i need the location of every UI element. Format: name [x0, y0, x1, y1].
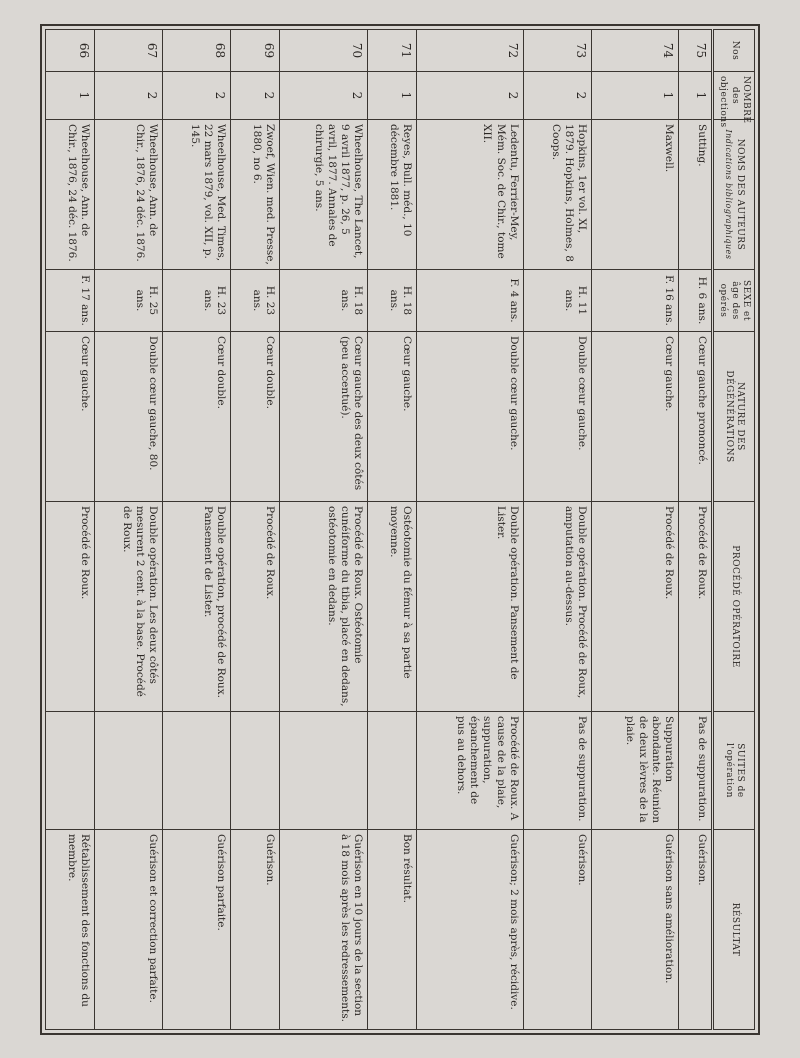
header-noms-label: NOMS DES AUTEURS	[734, 138, 745, 251]
cell-procede: Double opération. Pansement de Lister.	[416, 502, 523, 712]
cell-sexe: H. 18 ans.	[367, 270, 416, 332]
cell-resultat: Guérison.	[231, 830, 280, 1030]
cell-nature: Cœur gauche.	[591, 332, 679, 502]
cell-suites: Pas de suppuration.	[679, 712, 713, 830]
cell-sexe: F. 17 ans.	[46, 270, 95, 332]
cell-nature: Cœur gauche des deux côtés (peu accentué).	[280, 332, 368, 502]
table-row	[367, 30, 416, 1030]
table-header-row	[713, 30, 755, 1030]
cell-numero: 68	[163, 30, 231, 72]
cell-resultat: Guérison.	[523, 830, 591, 1030]
cell-resultat: Guérison en 10 jours de la section à 18 mois après les redressements.	[280, 830, 368, 1030]
cell-resultat: Guérison parfaite.	[163, 830, 231, 1030]
cell-noms: Maxwell.	[591, 120, 679, 270]
cell-nombre: 1	[679, 72, 713, 120]
cell-numero: 74	[591, 30, 679, 72]
cell-numero: 67	[95, 30, 163, 72]
table-row	[591, 30, 679, 1030]
rotated-table-wrapper	[45, 29, 755, 1029]
header-suites: SUITES de l'opération	[713, 712, 755, 830]
cell-noms: Hopkins, 1er vol. XI, 1879. Hopkins, Holmes, 8 Coops.	[523, 120, 591, 270]
cell-procede: Double opération. Procédé de Roux, amputation au-dessus.	[523, 502, 591, 712]
cell-noms: Wheelhouse, Ann. de Chir., 1876, 24 déc. 1876.	[46, 120, 95, 270]
table-row	[416, 30, 523, 1030]
cell-suites	[231, 712, 280, 830]
cell-nombre: 1	[46, 72, 95, 120]
cell-noms: Reyes, Bull. méd., 10 décembre 1881.	[367, 120, 416, 270]
cell-nature: Double cœur gauche.	[523, 332, 591, 502]
cell-noms: Wheelhouse, Med. Times, 22 mars 1879, vol. XII, p. 145.	[163, 120, 231, 270]
table-row	[280, 30, 368, 1030]
cell-procede: Procédé de Roux. Ostéotomie cunéiforme du tibia, placé en dedans, ostéotomie en dedans.	[280, 502, 368, 712]
cell-numero: 71	[367, 30, 416, 72]
cell-sexe: F. 16 ans.	[591, 270, 679, 332]
header-nombre: NOMBRE des objections	[713, 72, 755, 120]
cell-nature: Cœur gauche.	[367, 332, 416, 502]
cell-procede: Procédé de Roux.	[591, 502, 679, 712]
cell-nombre: 2	[231, 72, 280, 120]
cell-sexe: H. 6 ans.	[679, 270, 713, 332]
cell-procede: Procédé de Roux.	[679, 502, 713, 712]
header-numero: Nos	[713, 30, 755, 72]
header-procede: PROCÉDÉ OPÉRATOIRE	[713, 502, 755, 712]
table-row	[163, 30, 231, 1030]
header-indications-label: Indications bibliographiques	[724, 129, 734, 260]
header-resultat: RÉSULTAT	[713, 830, 755, 1030]
cell-nombre: 2	[523, 72, 591, 120]
cell-resultat: Guérison et correction parfaite.	[95, 830, 163, 1030]
observations-table	[45, 29, 755, 1030]
cell-procede: Procédé de Roux.	[46, 502, 95, 712]
table-row	[231, 30, 280, 1030]
table-body	[46, 30, 713, 1030]
cell-nombre: 2	[95, 72, 163, 120]
cell-procede: Double opération, procédé de Roux. Pansement de Lister.	[163, 502, 231, 712]
cell-nature: Double cœur gauche, 80.	[95, 332, 163, 502]
cell-numero: 75	[679, 30, 713, 72]
cell-noms: Sutting.	[679, 120, 713, 270]
cell-numero: 73	[523, 30, 591, 72]
cell-suites	[46, 712, 95, 830]
cell-procede: Double opération. Les deux côtés mesurent 2 cent. à la base. Procédé de Roux.	[95, 502, 163, 712]
cell-resultat: Guérison; 2 mois après, récidive.	[416, 830, 523, 1030]
table-row	[679, 30, 713, 1030]
cell-numero: 70	[280, 30, 368, 72]
header-noms	[713, 120, 755, 270]
cell-noms: Wheelhouse, Ann. de Chir., 1876, 24 déc. 1876.	[95, 120, 163, 270]
cell-sexe: H. 11 ans.	[523, 270, 591, 332]
cell-resultat: Bon résultat.	[367, 830, 416, 1030]
cell-suites	[95, 712, 163, 830]
cell-nombre: 1	[591, 72, 679, 120]
cell-suites	[367, 712, 416, 830]
cell-noms: Zwoef, Wien. med. Presse, 1880, no 6.	[231, 120, 280, 270]
cell-noms: Ledentu, Ferrier-Mey, Mém. Soc. de Chir., tome XII.	[416, 120, 523, 270]
cell-sexe: F. 4 ans.	[416, 270, 523, 332]
cell-nature: Cœur double.	[231, 332, 280, 502]
cell-nombre: 2	[280, 72, 368, 120]
cell-numero: 66	[46, 30, 95, 72]
cell-sexe: H. 25 ans.	[95, 270, 163, 332]
cell-suites: Procédé de Roux. A cause de la plaie, suppuration, épanchement de pus au dehors.	[416, 712, 523, 830]
cell-suites: Suppuration abondante. Réunion de deux lèvres de la plaie.	[591, 712, 679, 830]
cell-nature: Cœur double.	[163, 332, 231, 502]
cell-nature: Cœur gauche.	[46, 332, 95, 502]
cell-resultat: Guérison sans amélioration.	[591, 830, 679, 1030]
cell-nature: Cœur gauche prononcé.	[679, 332, 713, 502]
cell-sexe: H. 23 ans.	[231, 270, 280, 332]
cell-nombre: 2	[416, 72, 523, 120]
cell-nombre: 2	[163, 72, 231, 120]
cell-suites	[163, 712, 231, 830]
cell-resultat: Guérison.	[679, 830, 713, 1030]
cell-resultat: Rétablissement des fonctions du membre.	[46, 830, 95, 1030]
cell-sexe: H. 18 ans.	[280, 270, 368, 332]
header-nature: NATURE DES DÉGÉNÉRATIONS	[713, 332, 755, 502]
cell-suites	[280, 712, 368, 830]
cell-nombre: 1	[367, 72, 416, 120]
table-row	[46, 30, 95, 1030]
cell-noms: Wheelhouse, The Lancet, 9 avril 1877, p. 26, 5 avril, 1877. Annales de chirurgie, 5 ans.	[280, 120, 368, 270]
cell-numero: 69	[231, 30, 280, 72]
header-sexe: SEXE et âge des opérés	[713, 270, 755, 332]
cell-procede: Ostéotomie du fémur à sa partie moyenne.	[367, 502, 416, 712]
cell-suites: Pas de suppuration.	[523, 712, 591, 830]
table-row	[523, 30, 591, 1030]
cell-procede: Procédé de Roux.	[231, 502, 280, 712]
table-row	[95, 30, 163, 1030]
cell-nature: Double cœur gauche.	[416, 332, 523, 502]
cell-sexe: H. 23 ans.	[163, 270, 231, 332]
cell-numero: 72	[416, 30, 523, 72]
